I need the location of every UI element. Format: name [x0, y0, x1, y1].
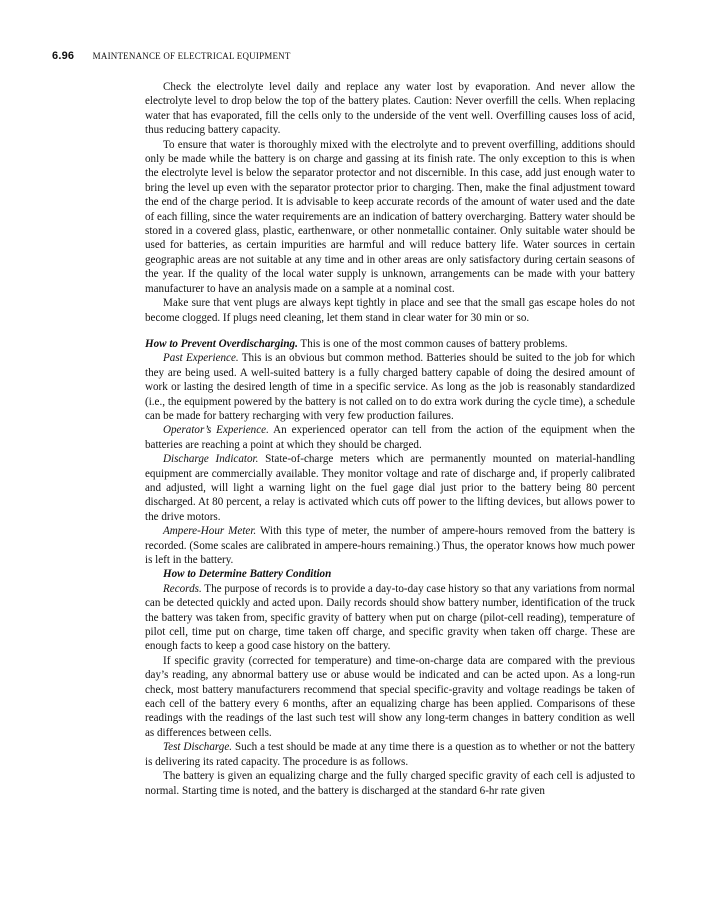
paragraph-text: This is an obvious but common method. Batteries should be suited to the job for which they are being used. A well-suited battery is a fully charged battery capable of doing the desired amount of work or lasting the desired length of time in a specific service. As long as the job is reasonably standardized (i.e., the equipment powered by the battery is not called on to do extra work during the cycle time), a schedule can be made for battery recharging with very few production failures.: [145, 352, 635, 422]
paragraph-ampere-hour-meter: [145, 524, 635, 567]
section-heading-battery-condition: How to Determine Battery Condition: [163, 568, 332, 581]
run-in-heading: Test Discharge.: [163, 741, 233, 754]
section-intro-text: This is one of the most common causes of battery problems.: [300, 337, 568, 350]
section-overdischarge: [145, 337, 635, 351]
paragraph-text: With this type of meter, the number of ampere-hours removed from the battery is recorded. (Some scales are calibrated in ampere-hours remaining.) Thus, the operator knows how much power is left in the battery.: [145, 525, 635, 566]
run-in-heading: Operator’s Experience.: [163, 424, 269, 437]
paragraph-text: State-of-charge meters which are permanently mounted on material-handling equipment are commercially available. They monitor voltage and rate of discharge and, if properly calibrated and adjusted, will light a warning light on the fuel gage dial just prior to the battery being 80 percent discharged. At 80 percent, a relay is activated which cuts off power to the lifting devices, but allows power to the drive motors.: [145, 453, 635, 523]
run-in-heading: Discharge Indicator.: [163, 453, 259, 466]
paragraph-vent-plugs: Make sure that vent plugs are always kept tightly in place and see that the small gas escape holes do not become clogged. If plugs need cleaning, let them stand in clear water for 30 min or so.: [145, 297, 635, 324]
paragraph-past-experience: [145, 351, 635, 423]
paragraph-text: The purpose of records is to provide a day-to-day case history so that any variations from normal can be detected quickly and acted upon. Daily records should show battery number, identification of the truck the battery was taken from, specific gravity of battery when put on charge (pilot-cell reading), temperature of pilot cell, time put on charge, time taken off charge, and specific gravity when taken off charge. These are enough facts to keep a good case history on the battery.: [145, 582, 635, 653]
run-in-heading: Records.: [163, 582, 202, 595]
run-in-heading: Ampere-Hour Meter.: [163, 525, 257, 538]
paragraph-records: [145, 582, 635, 654]
paragraph-water-mixing: To ensure that water is thoroughly mixed with the electrolyte and to prevent overfilling, additions should only be made while the battery is on charge and gassing at its finish rate. The only exception to this is when the electrolyte level is below the separator protector and not discernible. In this case, add just enough water to bring the level up even with the separator protector prior to charging. Then, make the final adjustment toward the end of the charge period. It is advisable to keep accurate records of the amount of water used and the date of each filling, since the water requirements are an indication of battery overcharging. Battery water should be stored in a covered glass, plastic, earthenware, or other nonmetallic container. Only suitable water should be used for batteries, as certain impurities are harmful and will reduce battery life. Water sources in certain geographic areas are not suitable at any time and in other areas are only satisfactory during certain seasons of the year. If the quality of the local water supply is unknown, arrangements can be made with your battery manufacturer to have an analysis made on a sample at a nominal cost.: [145, 138, 635, 295]
running-header: [52, 50, 672, 62]
body-text: [145, 80, 635, 798]
paragraph-text: An experienced operator can tell from the action of the equipment when the batteries are reaching a point at which they should be charged.: [145, 424, 635, 451]
paragraph-test-discharge: [145, 740, 635, 769]
paragraph-text: Such a test should be made at any time there is a question as to whether or not the battery is delivering its rated capacity. The procedure is as follows.: [145, 741, 635, 768]
run-in-heading: Past Experience.: [163, 352, 239, 365]
paragraph-equalizing-charge: The battery is given an equalizing charge and the fully charged specific gravity of each cell is adjusted to normal. Starting time is noted, and the battery is discharged at the standard 6-hr rate given: [145, 770, 635, 797]
paragraph-electrolyte-level: Check the electrolyte level daily and replace any water lost by evaporation. And never allow the electrolyte level to drop below the top of the battery plates. Caution: Never overfill the cells. When replacing water that has evaporated, fill the cells only to the underside of the vent well. Overfilling causes loss of acid, thus reducing battery capacity.: [145, 81, 635, 137]
running-title: MAINTENANCE OF ELECTRICAL EQUIPMENT: [92, 51, 291, 61]
paragraph-operator-experience: [145, 423, 635, 452]
page-number: 6.96: [52, 50, 75, 62]
paragraph-specific-gravity: If specific gravity (corrected for temperature) and time-on-charge data are compared with the previous day’s reading, any abnormal battery use or abuse would be indicated and can be acted upon. As a long-run check, most battery manufacturers recommend that special specific-gravity and voltage readings be taken of each cell of the battery every 6 months, after an equalizing charge has been applied. Comparisons of these readings with the readings of the last such test will show any long-term changes in battery condition as well as differences between cells.: [145, 654, 635, 739]
paragraph-discharge-indicator: [145, 452, 635, 524]
section-heading-overdischarge: How to Prevent Overdischarging.: [145, 337, 298, 350]
